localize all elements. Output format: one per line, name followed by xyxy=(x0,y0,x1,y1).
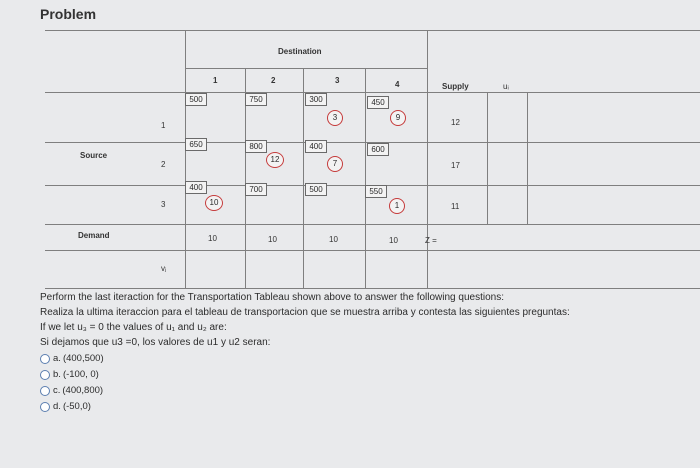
allocation-r2c3: 7 xyxy=(327,156,343,172)
radio-button-c[interactable] xyxy=(40,386,50,396)
source-label: Source xyxy=(80,151,108,160)
allocation-r3c4: 1 xyxy=(389,198,405,214)
transportation-tableau xyxy=(45,30,700,292)
destination-header: Destination xyxy=(278,47,322,56)
row-header-3: 3 xyxy=(161,200,166,209)
cost-cell-r2c2: 800 xyxy=(245,140,267,153)
answer-option-a[interactable]: a. (400,500) xyxy=(40,351,700,366)
question-prompt-english: If we let u₃ = 0 the values of u₁ and u₂ are: xyxy=(40,322,227,333)
option-a-text: (400,500) xyxy=(62,353,104,364)
row-header-2: 2 xyxy=(161,160,166,169)
demand-value-1: 10 xyxy=(208,234,217,243)
cost-cell-r3c1: 400 xyxy=(185,181,207,194)
answer-option-b[interactable]: b. (-100, 0) xyxy=(40,367,700,382)
demand-value-4: 10 xyxy=(389,236,398,245)
cost-cell-r3c4: 550 xyxy=(365,185,387,198)
z-label: Z = xyxy=(425,236,437,245)
cost-cell-r3c3: 500 xyxy=(305,183,327,196)
ui-header: uᵢ xyxy=(503,82,509,91)
supply-value-2: 17 xyxy=(451,161,460,170)
demand-label: Demand xyxy=(78,231,110,240)
column-header-2: 2 xyxy=(271,76,276,85)
allocation-r3c1: 10 xyxy=(205,195,223,211)
cost-cell-r2c1: 650 xyxy=(185,138,207,151)
answer-option-d[interactable]: d. (-50,0) xyxy=(40,399,700,414)
option-c-text: (400,800) xyxy=(62,385,104,396)
question-prompt-spanish: Si dejamos que u3 =0, los valores de u1 y u2 seran: xyxy=(40,337,271,348)
column-header-3: 3 xyxy=(335,76,340,85)
cost-cell-r1c2: 750 xyxy=(245,93,267,106)
supply-header: Supply xyxy=(442,82,469,91)
question-block xyxy=(40,290,700,414)
allocation-r2c2: 12 xyxy=(266,152,284,168)
vj-label: vⱼ xyxy=(161,264,167,273)
cost-cell-r1c1: 500 xyxy=(185,93,207,106)
supply-value-3: 11 xyxy=(451,202,460,211)
column-header-1: 1 xyxy=(213,76,218,85)
column-header-4: 4 xyxy=(395,80,400,89)
radio-button-a[interactable] xyxy=(40,354,50,364)
cost-cell-r2c3: 400 xyxy=(305,140,327,153)
allocation-r1c3: 3 xyxy=(327,110,343,126)
option-b-text: (-100, 0) xyxy=(62,369,99,380)
supply-value-1: 12 xyxy=(451,118,460,127)
allocation-r1c4: 9 xyxy=(390,110,406,126)
cost-cell-r1c3: 300 xyxy=(305,93,327,106)
row-header-1: 1 xyxy=(161,121,166,130)
question-spanish: Realiza la ultima iteraccion para el tableau de transportacion que se muestra arriba y contesta las siguientes preguntas: xyxy=(40,307,570,318)
cost-cell-r2c4: 600 xyxy=(367,143,389,156)
answer-option-c[interactable]: c. (400,800) xyxy=(40,383,700,398)
cost-cell-r3c2: 700 xyxy=(245,183,267,196)
demand-value-2: 10 xyxy=(268,235,277,244)
option-d-text: (-50,0) xyxy=(62,401,91,412)
radio-button-b[interactable] xyxy=(40,370,50,380)
problem-title: Problem xyxy=(40,6,97,22)
radio-button-d[interactable] xyxy=(40,402,50,412)
question-english: Perform the last iteraction for the Transportation Tableau shown above to answer the following questions: xyxy=(40,292,504,303)
demand-value-3: 10 xyxy=(329,235,338,244)
cost-cell-r1c4: 450 xyxy=(367,96,389,109)
